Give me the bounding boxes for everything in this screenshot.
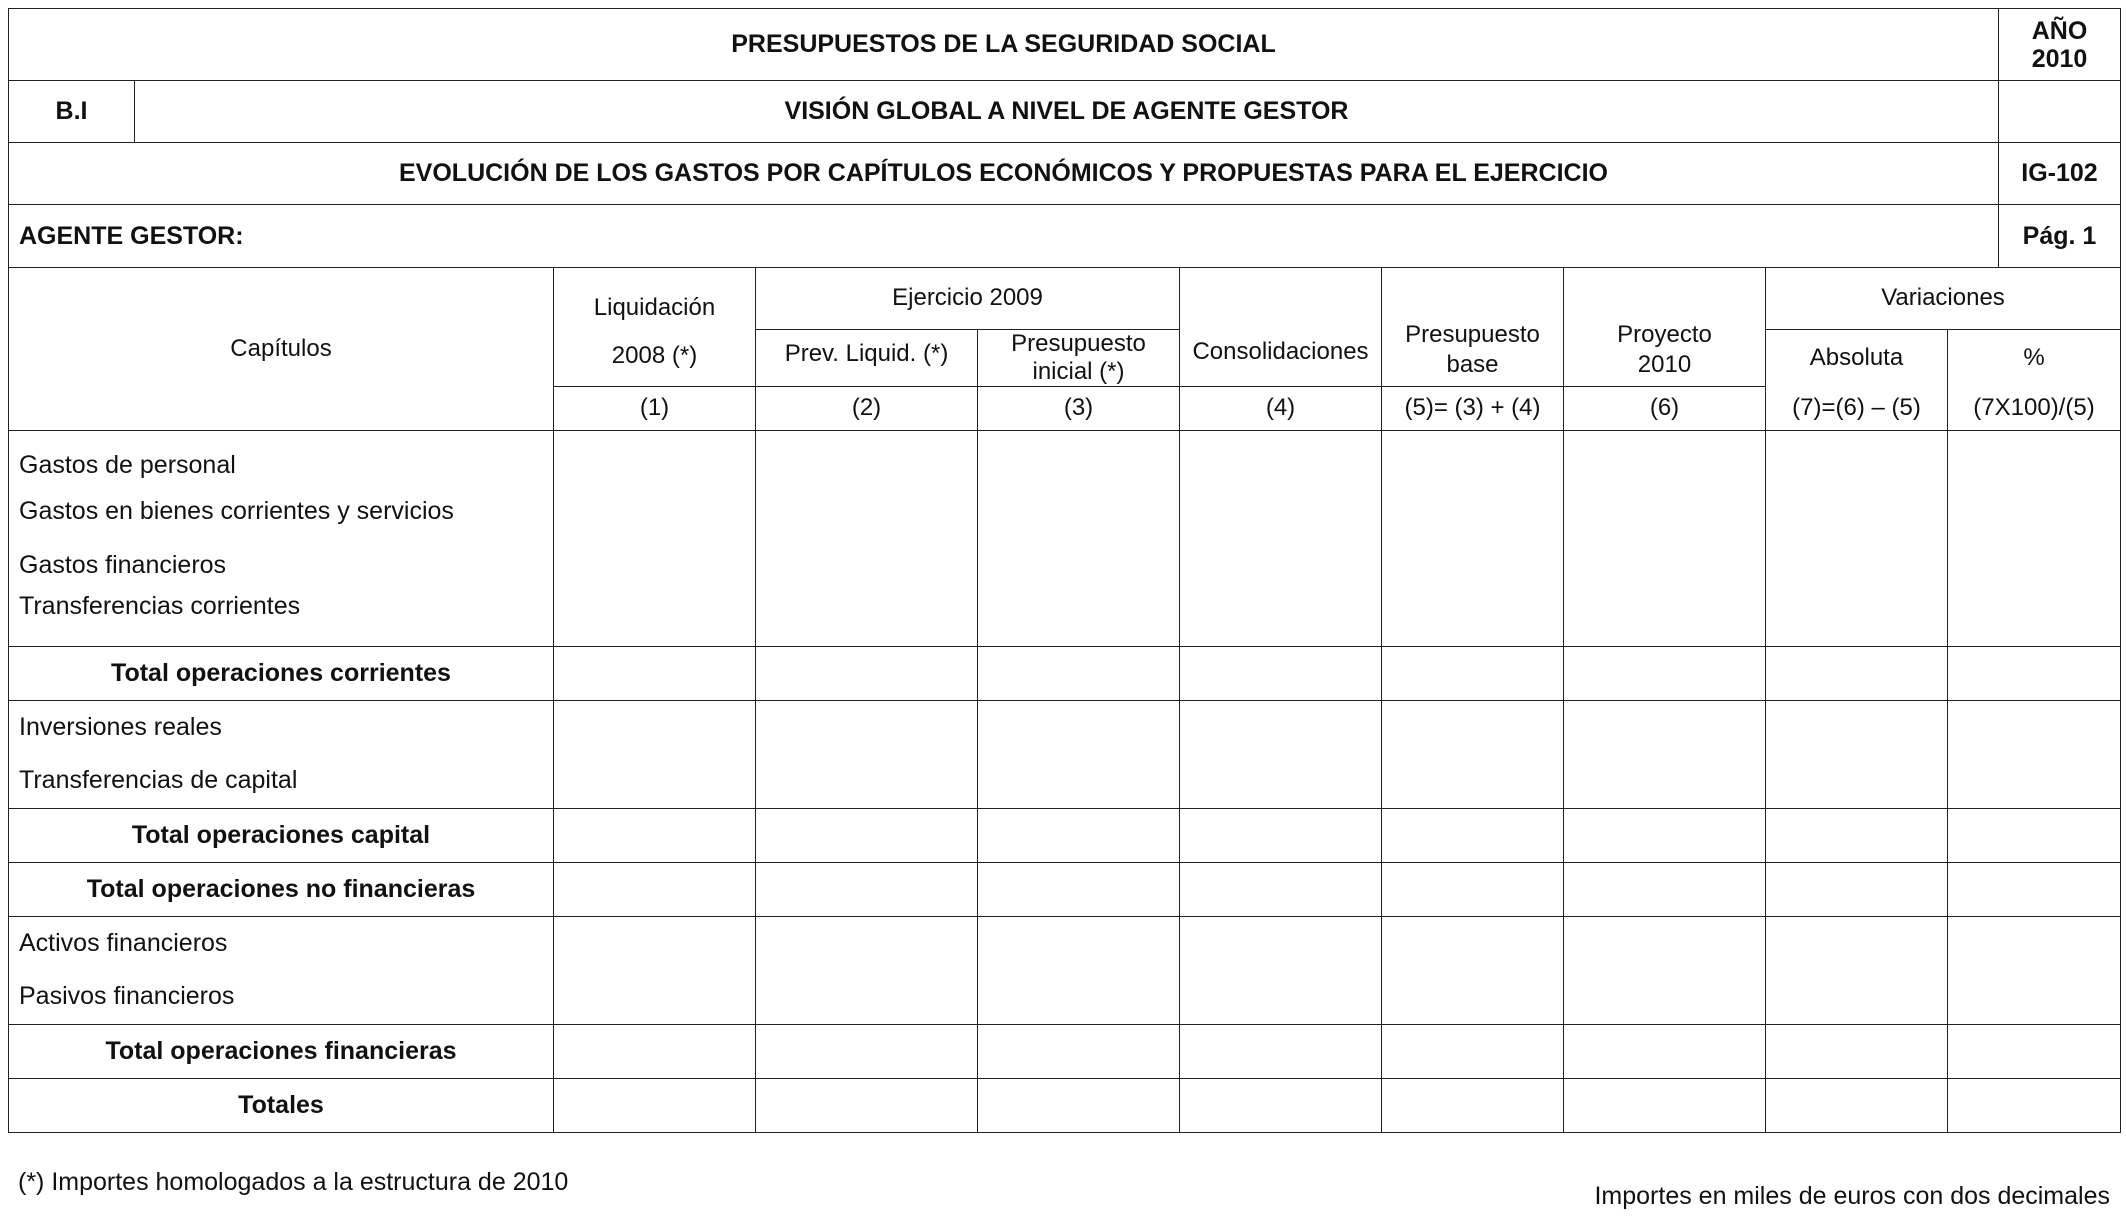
- cell: [1382, 916, 1564, 970]
- cell: [1948, 538, 2121, 592]
- cell: [1180, 538, 1382, 592]
- cell: [1948, 1024, 2121, 1078]
- cell: [756, 484, 978, 538]
- col-absoluta: Absoluta: [1766, 329, 1948, 386]
- col-liquidacion-line2: 2008 (*): [611, 341, 698, 369]
- cell: [756, 538, 978, 592]
- cell: [756, 808, 978, 862]
- col-prev-liquid: Prev. Liquid. (*): [756, 329, 978, 386]
- cell: [1766, 430, 1948, 484]
- cell: [554, 538, 756, 592]
- header-table: [8, 8, 2121, 268]
- cell: [554, 700, 756, 754]
- cell: [1766, 970, 1948, 1024]
- cell: [978, 970, 1180, 1024]
- cell: [756, 700, 978, 754]
- cell: [1766, 1024, 1948, 1078]
- col-proyecto-num: (6): [1564, 386, 1766, 430]
- col-liquidacion: [554, 267, 756, 386]
- col-proyecto-line2: 2010: [1637, 350, 1692, 378]
- cell: [1766, 538, 1948, 592]
- report-title: EVOLUCIÓN DE LOS GASTOS POR CAPÍTULOS ECONÓMICOS Y PROPUESTAS PARA EL EJERCICIO: [9, 143, 1999, 205]
- cell: [1180, 430, 1382, 484]
- cell: [1564, 646, 1766, 700]
- table-row-grand-total: [9, 1078, 2121, 1132]
- cell: [554, 754, 756, 808]
- cell: [1948, 970, 2121, 1024]
- cell: [1564, 1078, 1766, 1132]
- table-row: [9, 592, 2121, 646]
- col-capitulos: Capítulos: [9, 267, 554, 430]
- col-variaciones: Variaciones: [1766, 267, 2121, 329]
- section-title: VISIÓN GLOBAL A NIVEL DE AGENTE GESTOR: [135, 81, 1999, 143]
- cell: [1766, 646, 1948, 700]
- table-row-total: [9, 1024, 2121, 1078]
- col-liquidacion-line1: Liquidación: [593, 293, 716, 321]
- cell: [1180, 700, 1382, 754]
- cell: [1382, 700, 1564, 754]
- table-row: [9, 430, 2121, 484]
- cell: [978, 484, 1180, 538]
- page-label: Pág. 1: [1999, 205, 2121, 268]
- col-presupuesto-inicial-line1: Presupuesto: [1011, 329, 1146, 357]
- col-presupuesto-inicial: [978, 329, 1180, 386]
- cell: [1180, 808, 1382, 862]
- footnote: (*) Importes homologados a la estructura de 2010: [18, 1168, 569, 1196]
- row-label: Transferencias de capital: [9, 754, 554, 808]
- cell: [1382, 1078, 1564, 1132]
- cell: [554, 646, 756, 700]
- cell: [978, 538, 1180, 592]
- row-label: Gastos de personal: [9, 430, 554, 484]
- year-label: AÑO: [2031, 16, 2088, 45]
- cell: [978, 754, 1180, 808]
- cell: [554, 862, 756, 916]
- col-prev-liquid-num: (2): [756, 386, 978, 430]
- table-row: [9, 916, 2121, 970]
- cell: [1564, 862, 1766, 916]
- col-pct: %: [1948, 329, 2121, 386]
- cell: [1766, 700, 1948, 754]
- cell: [1948, 754, 2121, 808]
- table-row: [9, 754, 2121, 808]
- row-label-total: Total operaciones financieras: [9, 1024, 554, 1078]
- table-row-total: [9, 862, 2121, 916]
- cell: [1766, 592, 1948, 646]
- cell: [756, 916, 978, 970]
- units-note: Importes en miles de euros con dos decimales: [1594, 1182, 2110, 1210]
- page-title: PRESUPUESTOS DE LA SEGURIDAD SOCIAL: [9, 9, 1999, 81]
- cell: [978, 1078, 1180, 1132]
- cell: [1564, 484, 1766, 538]
- row-label: Inversiones reales: [9, 700, 554, 754]
- cell: [1180, 754, 1382, 808]
- year-cell: [1999, 9, 2121, 81]
- table-row-total: [9, 646, 2121, 700]
- cell: [1766, 916, 1948, 970]
- cell: [554, 1078, 756, 1132]
- cell: [1564, 1024, 1766, 1078]
- table-row: [9, 700, 2121, 754]
- empty-code-cell: [1999, 81, 2121, 143]
- cell: [756, 592, 978, 646]
- col-presupuesto-base: [1382, 267, 1564, 386]
- row-label: Pasivos financieros: [9, 970, 554, 1024]
- cell: [554, 1024, 756, 1078]
- cell: [1180, 646, 1382, 700]
- row-label-totales: Totales: [9, 1078, 554, 1132]
- row-label-total: Total operaciones no financieras: [9, 862, 554, 916]
- cell: [1766, 862, 1948, 916]
- cell: [1180, 484, 1382, 538]
- cell: [1382, 592, 1564, 646]
- col-liquidacion-num: (1): [554, 386, 756, 430]
- cell: [1564, 430, 1766, 484]
- cell: [978, 808, 1180, 862]
- cell: [1766, 808, 1948, 862]
- col-ejercicio-2009: Ejercicio 2009: [756, 267, 1180, 329]
- year-value: 2010: [2031, 44, 2088, 73]
- cell: [1948, 916, 2121, 970]
- section-code: B.I: [9, 81, 135, 143]
- cell: [978, 1024, 1180, 1078]
- cell: [1564, 592, 1766, 646]
- cell: [978, 430, 1180, 484]
- table-row-total: [9, 808, 2121, 862]
- cell: [1382, 538, 1564, 592]
- cell: [1564, 808, 1766, 862]
- expenses-table: [8, 267, 2121, 1133]
- cell: [978, 700, 1180, 754]
- cell: [1948, 1078, 2121, 1132]
- cell: [978, 646, 1180, 700]
- cell: [1382, 430, 1564, 484]
- row-label: Gastos financieros: [9, 538, 554, 592]
- cell: [554, 430, 756, 484]
- cell: [1382, 646, 1564, 700]
- cell: [1948, 700, 2121, 754]
- col-pct-num: (7X100)/(5): [1948, 386, 2121, 430]
- report-sheet: [8, 8, 2120, 1133]
- cell: [554, 592, 756, 646]
- cell: [1180, 970, 1382, 1024]
- cell: [1180, 1078, 1382, 1132]
- cell: [756, 646, 978, 700]
- row-label-total: Total operaciones corrientes: [9, 646, 554, 700]
- cell: [1564, 916, 1766, 970]
- cell: [1948, 592, 2121, 646]
- cell: [1382, 862, 1564, 916]
- cell: [756, 754, 978, 808]
- cell: [1180, 862, 1382, 916]
- col-presupuesto-base-line1: Presupuesto: [1405, 320, 1540, 348]
- table-row: [9, 970, 2121, 1024]
- cell: [1564, 538, 1766, 592]
- cell: [1948, 646, 2121, 700]
- cell: [1382, 808, 1564, 862]
- row-label: Transferencias corrientes: [9, 592, 554, 646]
- cell: [756, 1078, 978, 1132]
- cell: [1382, 1024, 1564, 1078]
- cell: [1948, 862, 2121, 916]
- row-label: Gastos en bienes corrientes y servicios: [9, 484, 554, 538]
- col-absoluta-num: (7)=(6) – (5): [1766, 386, 1948, 430]
- row-label: Activos financieros: [9, 916, 554, 970]
- col-consolidaciones: Consolidaciones: [1180, 267, 1382, 386]
- cell: [554, 916, 756, 970]
- cell: [1382, 484, 1564, 538]
- cell: [1948, 808, 2121, 862]
- cell: [1564, 970, 1766, 1024]
- col-presupuesto-inicial-line2: inicial (*): [1032, 357, 1125, 385]
- cell: [554, 484, 756, 538]
- col-consolidaciones-num: (4): [1180, 386, 1382, 430]
- col-proyecto-line1: Proyecto: [1617, 320, 1712, 348]
- report-code: IG-102: [1999, 143, 2121, 205]
- col-presupuesto-base-line2: base: [1446, 350, 1499, 378]
- table-row: [9, 538, 2121, 592]
- cell: [978, 862, 1180, 916]
- cell: [756, 862, 978, 916]
- cell: [554, 808, 756, 862]
- col-presupuesto-inicial-num: (3): [978, 386, 1180, 430]
- agent-label: AGENTE GESTOR:: [9, 205, 1999, 268]
- table-row: [9, 484, 2121, 538]
- cell: [1382, 754, 1564, 808]
- cell: [1948, 430, 2121, 484]
- cell: [1766, 484, 1948, 538]
- cell: [1766, 1078, 1948, 1132]
- cell: [1564, 700, 1766, 754]
- cell: [978, 916, 1180, 970]
- cell: [1766, 754, 1948, 808]
- cell: [1180, 592, 1382, 646]
- cell: [1180, 916, 1382, 970]
- cell: [1564, 754, 1766, 808]
- cell: [756, 1024, 978, 1078]
- cell: [756, 430, 978, 484]
- cell: [978, 592, 1180, 646]
- cell: [1180, 1024, 1382, 1078]
- cell: [554, 970, 756, 1024]
- cell: [1382, 970, 1564, 1024]
- cell: [1948, 484, 2121, 538]
- col-presupuesto-base-num: (5)= (3) + (4): [1382, 386, 1564, 430]
- cell: [756, 970, 978, 1024]
- row-label-total: Total operaciones capital: [9, 808, 554, 862]
- col-proyecto: [1564, 267, 1766, 386]
